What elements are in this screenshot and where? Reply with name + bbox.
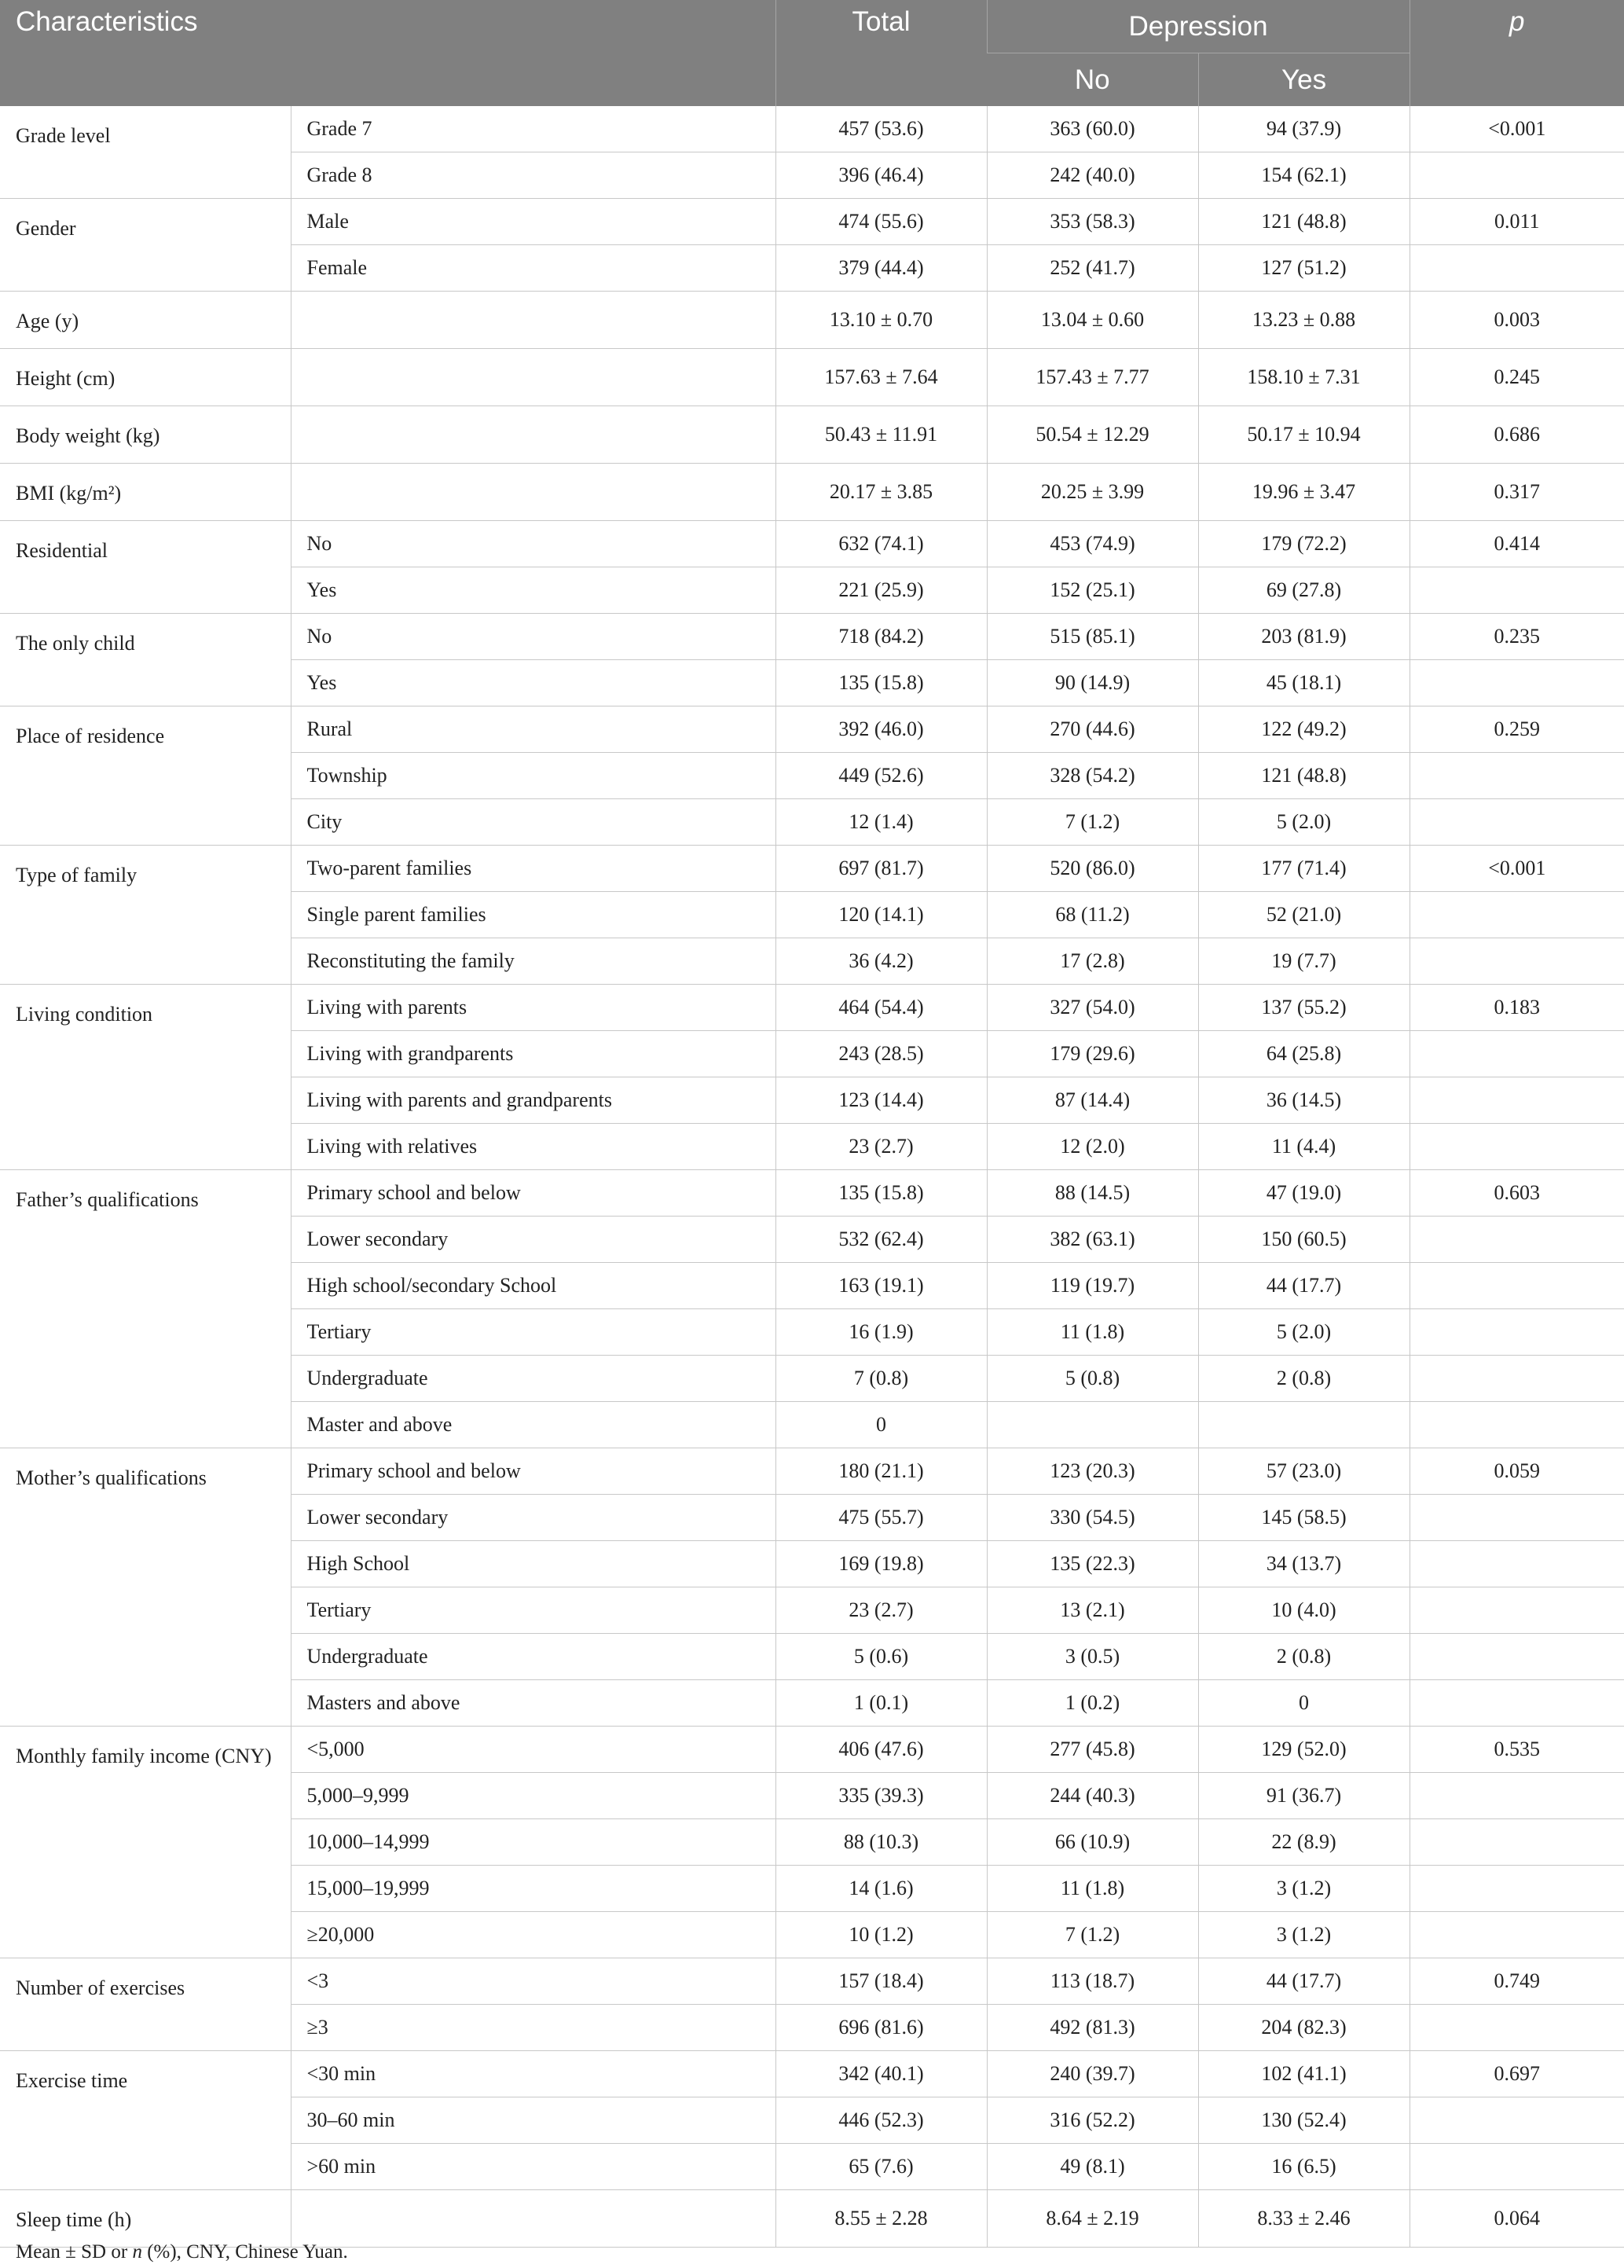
header-total: Total (775, 0, 987, 106)
depression-yes-cell: 47 (19.0) (1198, 1170, 1410, 1217)
footnote-part2: (%), CNY, Chinese Yuan. (141, 2241, 348, 2262)
total-cell: 135 (15.8) (775, 660, 987, 706)
depression-yes-cell: 203 (81.9) (1198, 614, 1410, 660)
depression-yes-cell: 2 (0.8) (1198, 1356, 1410, 1402)
depression-no-cell: 123 (20.3) (987, 1448, 1198, 1495)
total-cell: 1 (0.1) (775, 1680, 987, 1727)
subcategory-cell: Undergraduate (291, 1634, 775, 1680)
footnote-part1: Mean ± SD or (16, 2241, 133, 2262)
depression-yes-cell: 102 (41.1) (1198, 2051, 1410, 2097)
subcategory-cell: Living with parents and grandparents (291, 1077, 775, 1124)
subcategory-cell: Township (291, 753, 775, 799)
subcategory-cell: Grade 7 (291, 106, 775, 152)
header-depression-no: No (987, 53, 1198, 107)
depression-yes-cell: 121 (48.8) (1198, 753, 1410, 799)
depression-no-cell: 87 (14.4) (987, 1077, 1198, 1124)
characteristic-label: Gender (0, 199, 291, 292)
depression-yes-cell: 64 (25.8) (1198, 1031, 1410, 1077)
table-row (0, 521, 1624, 567)
depression-yes-cell: 16 (6.5) (1198, 2144, 1410, 2190)
p-value-cell (1410, 2097, 1624, 2144)
p-value-cell (1410, 2144, 1624, 2190)
depression-no-cell: 3 (0.5) (987, 1634, 1198, 1680)
depression-no-cell: 7 (1.2) (987, 1912, 1198, 1958)
total-cell: 36 (4.2) (775, 938, 987, 985)
depression-yes-cell: 122 (49.2) (1198, 706, 1410, 753)
table-row (0, 106, 1624, 152)
depression-yes-cell: 150 (60.5) (1198, 1217, 1410, 1263)
table-row (0, 846, 1624, 892)
depression-yes-cell: 154 (62.1) (1198, 152, 1410, 199)
depression-yes-cell: 204 (82.3) (1198, 2005, 1410, 2051)
table-row (0, 199, 1624, 245)
subcategory-cell: Rural (291, 706, 775, 753)
depression-yes-cell: 11 (4.4) (1198, 1124, 1410, 1170)
p-value-cell (1410, 1309, 1624, 1356)
p-value-cell: 0.183 (1410, 985, 1624, 1031)
depression-no-cell: 1 (0.2) (987, 1680, 1198, 1727)
depression-yes-cell: 5 (2.0) (1198, 1309, 1410, 1356)
table-header (0, 0, 1624, 106)
p-value-cell: 0.245 (1410, 349, 1624, 406)
depression-no-cell: 88 (14.5) (987, 1170, 1198, 1217)
subcategory-cell: Lower secondary (291, 1217, 775, 1263)
p-value-cell: 0.697 (1410, 2051, 1624, 2097)
p-value-cell (1410, 892, 1624, 938)
subcategory-cell: <3 (291, 1958, 775, 2005)
p-value-cell (1410, 1077, 1624, 1124)
depression-yes-cell: 121 (48.8) (1198, 199, 1410, 245)
depression-yes-cell: 44 (17.7) (1198, 1263, 1410, 1309)
total-cell: 475 (55.7) (775, 1495, 987, 1541)
table-body (0, 106, 1624, 2248)
depression-yes-cell: 50.17 ± 10.94 (1198, 406, 1410, 464)
subcategory-cell: Primary school and below (291, 1170, 775, 1217)
total-cell: 464 (54.4) (775, 985, 987, 1031)
total-cell: 180 (21.1) (775, 1448, 987, 1495)
total-cell: 342 (40.1) (775, 2051, 987, 2097)
depression-yes-cell: 13.23 ± 0.88 (1198, 292, 1410, 349)
depression-no-cell: 492 (81.3) (987, 2005, 1198, 2051)
characteristic-label: Monthly family income (CNY) (0, 1727, 291, 1958)
depression-no-cell: 13.04 ± 0.60 (987, 292, 1198, 349)
p-value-cell: 0.749 (1410, 1958, 1624, 2005)
subcategory-cell: 30–60 min (291, 2097, 775, 2144)
total-cell: 88 (10.3) (775, 1819, 987, 1866)
total-cell: 696 (81.6) (775, 2005, 987, 2051)
depression-no-cell: 90 (14.9) (987, 660, 1198, 706)
p-value-cell (1410, 1773, 1624, 1819)
total-cell: 169 (19.8) (775, 1541, 987, 1587)
depression-yes-cell: 5 (2.0) (1198, 799, 1410, 846)
depression-no-cell: 179 (29.6) (987, 1031, 1198, 1077)
total-cell: 14 (1.6) (775, 1866, 987, 1912)
table-row (0, 985, 1624, 1031)
total-cell: 163 (19.1) (775, 1263, 987, 1309)
table-row (0, 1448, 1624, 1495)
p-value-cell (1410, 1541, 1624, 1587)
subcategory-cell: Primary school and below (291, 1448, 775, 1495)
depression-yes-cell: 179 (72.2) (1198, 521, 1410, 567)
subcategory-cell: Masters and above (291, 1680, 775, 1727)
subcategory-cell: No (291, 521, 775, 567)
depression-yes-cell: 52 (21.0) (1198, 892, 1410, 938)
characteristic-label: Type of family (0, 846, 291, 985)
subcategory-cell: Tertiary (291, 1587, 775, 1634)
table-row (0, 1958, 1624, 2005)
depression-no-cell: 50.54 ± 12.29 (987, 406, 1198, 464)
subcategory-cell: Living with parents (291, 985, 775, 1031)
characteristic-label: Age (y) (0, 292, 291, 349)
footnote-n: n (132, 2241, 142, 2262)
table-footnote (16, 2241, 348, 2263)
characteristic-label: Sleep time (h) (0, 2190, 291, 2248)
p-value-cell: 0.064 (1410, 2190, 1624, 2248)
header-depression: Depression (987, 0, 1410, 53)
depression-yes-cell: 0 (1198, 1680, 1410, 1727)
characteristic-label: The only child (0, 614, 291, 706)
table-row (0, 614, 1624, 660)
depression-yes-cell: 34 (13.7) (1198, 1541, 1410, 1587)
depression-yes-cell: 127 (51.2) (1198, 245, 1410, 292)
subcategory-cell: Master and above (291, 1402, 775, 1448)
depression-no-cell: 7 (1.2) (987, 799, 1198, 846)
total-cell: 396 (46.4) (775, 152, 987, 199)
subcategory-cell: Male (291, 199, 775, 245)
p-value-cell (1410, 938, 1624, 985)
depression-no-cell: 11 (1.8) (987, 1866, 1198, 1912)
depression-no-cell: 330 (54.5) (987, 1495, 1198, 1541)
depression-no-cell: 119 (19.7) (987, 1263, 1198, 1309)
p-value-cell (1410, 152, 1624, 199)
p-value-cell: <0.001 (1410, 846, 1624, 892)
p-value-cell (1410, 753, 1624, 799)
depression-no-cell: 453 (74.9) (987, 521, 1198, 567)
characteristic-label: Body weight (kg) (0, 406, 291, 464)
p-value-cell: 0.317 (1410, 464, 1624, 521)
p-value-cell (1410, 1124, 1624, 1170)
table-row (0, 406, 1624, 464)
p-value-cell (1410, 2005, 1624, 2051)
total-cell: 120 (14.1) (775, 892, 987, 938)
depression-yes-cell: 158.10 ± 7.31 (1198, 349, 1410, 406)
p-value-cell (1410, 1031, 1624, 1077)
depression-no-cell: 68 (11.2) (987, 892, 1198, 938)
p-value-cell (1410, 245, 1624, 292)
total-cell: 135 (15.8) (775, 1170, 987, 1217)
depression-yes-cell: 3 (1.2) (1198, 1866, 1410, 1912)
p-value-cell: 0.059 (1410, 1448, 1624, 1495)
total-cell: 8.55 ± 2.28 (775, 2190, 987, 2248)
subcategory-cell: Tertiary (291, 1309, 775, 1356)
depression-yes-cell (1198, 1402, 1410, 1448)
subcategory-cell: Grade 8 (291, 152, 775, 199)
total-cell: 474 (55.6) (775, 199, 987, 245)
table-row (0, 292, 1624, 349)
header-p-value: p (1410, 0, 1624, 106)
subcategory-cell (291, 2190, 775, 2248)
depression-yes-cell: 69 (27.8) (1198, 567, 1410, 614)
depression-no-cell: 11 (1.8) (987, 1309, 1198, 1356)
total-cell: 16 (1.9) (775, 1309, 987, 1356)
subcategory-cell: Female (291, 245, 775, 292)
p-value-cell (1410, 1356, 1624, 1402)
depression-yes-cell: 130 (52.4) (1198, 2097, 1410, 2144)
p-value-cell: <0.001 (1410, 106, 1624, 152)
subcategory-cell (291, 349, 775, 406)
total-cell: 10 (1.2) (775, 1912, 987, 1958)
total-cell: 406 (47.6) (775, 1727, 987, 1773)
characteristic-label: Mother’s qualifications (0, 1448, 291, 1727)
header-depression-yes: Yes (1198, 53, 1410, 107)
subcategory-cell: 15,000–19,999 (291, 1866, 775, 1912)
total-cell: 13.10 ± 0.70 (775, 292, 987, 349)
total-cell: 718 (84.2) (775, 614, 987, 660)
depression-yes-cell: 44 (17.7) (1198, 1958, 1410, 2005)
depression-yes-cell: 3 (1.2) (1198, 1912, 1410, 1958)
characteristic-label: Grade level (0, 106, 291, 199)
total-cell: 335 (39.3) (775, 1773, 987, 1819)
subcategory-cell (291, 464, 775, 521)
total-cell: 157 (18.4) (775, 1958, 987, 2005)
table-row (0, 1170, 1624, 1217)
depression-no-cell: 328 (54.2) (987, 753, 1198, 799)
subcategory-cell: Two-parent families (291, 846, 775, 892)
characteristic-label: Residential (0, 521, 291, 614)
depression-no-cell: 327 (54.0) (987, 985, 1198, 1031)
characteristic-label: Number of exercises (0, 1958, 291, 2051)
depression-no-cell (987, 1402, 1198, 1448)
characteristic-label: Place of residence (0, 706, 291, 846)
p-value-cell: 0.686 (1410, 406, 1624, 464)
subcategory-cell: Reconstituting the family (291, 938, 775, 985)
depression-yes-cell: 36 (14.5) (1198, 1077, 1410, 1124)
p-value-cell (1410, 1402, 1624, 1448)
total-cell: 123 (14.4) (775, 1077, 987, 1124)
depression-yes-cell: 137 (55.2) (1198, 985, 1410, 1031)
depression-no-cell: 113 (18.7) (987, 1958, 1198, 2005)
total-cell: 157.63 ± 7.64 (775, 349, 987, 406)
p-value-cell (1410, 1263, 1624, 1309)
depression-no-cell: 13 (2.1) (987, 1587, 1198, 1634)
table-row (0, 706, 1624, 753)
total-cell: 20.17 ± 3.85 (775, 464, 987, 521)
total-cell: 379 (44.4) (775, 245, 987, 292)
depression-no-cell: 242 (40.0) (987, 152, 1198, 199)
subcategory-cell: <30 min (291, 2051, 775, 2097)
depression-no-cell: 353 (58.3) (987, 199, 1198, 245)
depression-no-cell: 20.25 ± 3.99 (987, 464, 1198, 521)
p-value-cell (1410, 1912, 1624, 1958)
p-value-cell (1410, 799, 1624, 846)
depression-no-cell: 135 (22.3) (987, 1541, 1198, 1587)
p-value-cell: 0.603 (1410, 1170, 1624, 1217)
total-cell: 243 (28.5) (775, 1031, 987, 1077)
p-value-cell (1410, 1634, 1624, 1680)
subcategory-cell: Lower secondary (291, 1495, 775, 1541)
depression-yes-cell: 10 (4.0) (1198, 1587, 1410, 1634)
table-row (0, 464, 1624, 521)
p-value-cell: 0.259 (1410, 706, 1624, 753)
depression-yes-cell: 177 (71.4) (1198, 846, 1410, 892)
subcategory-cell: ≥3 (291, 2005, 775, 2051)
depression-no-cell: 363 (60.0) (987, 106, 1198, 152)
depression-no-cell: 316 (52.2) (987, 2097, 1198, 2144)
p-value-cell (1410, 660, 1624, 706)
p-value-cell (1410, 1587, 1624, 1634)
depression-no-cell: 12 (2.0) (987, 1124, 1198, 1170)
subcategory-cell: >60 min (291, 2144, 775, 2190)
subcategory-cell (291, 406, 775, 464)
p-value-cell: 0.003 (1410, 292, 1624, 349)
depression-no-cell: 244 (40.3) (987, 1773, 1198, 1819)
depression-no-cell: 8.64 ± 2.19 (987, 2190, 1198, 2248)
depression-no-cell: 152 (25.1) (987, 567, 1198, 614)
subcategory-cell: <5,000 (291, 1727, 775, 1773)
p-value-cell (1410, 1819, 1624, 1866)
subcategory-cell: Undergraduate (291, 1356, 775, 1402)
p-value-cell: 0.235 (1410, 614, 1624, 660)
depression-yes-cell: 57 (23.0) (1198, 1448, 1410, 1495)
total-cell: 532 (62.4) (775, 1217, 987, 1263)
total-cell: 446 (52.3) (775, 2097, 987, 2144)
table-row (0, 2051, 1624, 2097)
total-cell: 7 (0.8) (775, 1356, 987, 1402)
total-cell: 50.43 ± 11.91 (775, 406, 987, 464)
depression-yes-cell: 8.33 ± 2.46 (1198, 2190, 1410, 2248)
characteristic-label: Living condition (0, 985, 291, 1170)
depression-yes-cell: 19 (7.7) (1198, 938, 1410, 985)
depression-no-cell: 157.43 ± 7.77 (987, 349, 1198, 406)
depression-no-cell: 240 (39.7) (987, 2051, 1198, 2097)
header-characteristics: Characteristics (0, 0, 775, 106)
subcategory-cell: Living with relatives (291, 1124, 775, 1170)
depression-no-cell: 252 (41.7) (987, 245, 1198, 292)
p-value-cell (1410, 1680, 1624, 1727)
depression-yes-cell: 129 (52.0) (1198, 1727, 1410, 1773)
table-row (0, 349, 1624, 406)
characteristic-label: BMI (kg/m²) (0, 464, 291, 521)
characteristic-label: Father’s qualifications (0, 1170, 291, 1448)
subcategory-cell: High School (291, 1541, 775, 1587)
depression-yes-cell: 145 (58.5) (1198, 1495, 1410, 1541)
depression-yes-cell: 22 (8.9) (1198, 1819, 1410, 1866)
depression-yes-cell: 94 (37.9) (1198, 106, 1410, 152)
depression-no-cell: 5 (0.8) (987, 1356, 1198, 1402)
p-value-cell (1410, 1217, 1624, 1263)
depression-no-cell: 66 (10.9) (987, 1819, 1198, 1866)
total-cell: 392 (46.0) (775, 706, 987, 753)
subcategory-cell: High school/secondary School (291, 1263, 775, 1309)
total-cell: 221 (25.9) (775, 567, 987, 614)
depression-yes-cell: 2 (0.8) (1198, 1634, 1410, 1680)
subcategory-cell: Yes (291, 660, 775, 706)
total-cell: 23 (2.7) (775, 1587, 987, 1634)
total-cell: 5 (0.6) (775, 1634, 987, 1680)
total-cell: 457 (53.6) (775, 106, 987, 152)
total-cell: 697 (81.7) (775, 846, 987, 892)
subcategory-cell: 5,000–9,999 (291, 1773, 775, 1819)
p-value-cell: 0.011 (1410, 199, 1624, 245)
p-value-cell (1410, 1495, 1624, 1541)
p-value-cell (1410, 1866, 1624, 1912)
depression-no-cell: 17 (2.8) (987, 938, 1198, 985)
depression-no-cell: 515 (85.1) (987, 614, 1198, 660)
total-cell: 449 (52.6) (775, 753, 987, 799)
depression-no-cell: 277 (45.8) (987, 1727, 1198, 1773)
subcategory-cell: 10,000–14,999 (291, 1819, 775, 1866)
depression-yes-cell: 19.96 ± 3.47 (1198, 464, 1410, 521)
subcategory-cell: ≥20,000 (291, 1912, 775, 1958)
total-cell: 632 (74.1) (775, 521, 987, 567)
subcategory-cell: Yes (291, 567, 775, 614)
p-value-cell (1410, 567, 1624, 614)
depression-no-cell: 382 (63.1) (987, 1217, 1198, 1263)
subcategory-cell: Single parent families (291, 892, 775, 938)
characteristic-label: Height (cm) (0, 349, 291, 406)
depression-no-cell: 49 (8.1) (987, 2144, 1198, 2190)
depression-yes-cell: 91 (36.7) (1198, 1773, 1410, 1819)
p-value-cell: 0.535 (1410, 1727, 1624, 1773)
p-value-cell: 0.414 (1410, 521, 1624, 567)
depression-yes-cell: 45 (18.1) (1198, 660, 1410, 706)
subcategory-cell: City (291, 799, 775, 846)
subcategory-cell: Living with grandparents (291, 1031, 775, 1077)
total-cell: 23 (2.7) (775, 1124, 987, 1170)
characteristic-label: Exercise time (0, 2051, 291, 2190)
table-row (0, 1727, 1624, 1773)
subcategory-cell: No (291, 614, 775, 660)
subcategory-cell (291, 292, 775, 349)
total-cell: 0 (775, 1402, 987, 1448)
table-row (0, 2190, 1624, 2248)
depression-no-cell: 270 (44.6) (987, 706, 1198, 753)
total-cell: 65 (7.6) (775, 2144, 987, 2190)
total-cell: 12 (1.4) (775, 799, 987, 846)
depression-no-cell: 520 (86.0) (987, 846, 1198, 892)
